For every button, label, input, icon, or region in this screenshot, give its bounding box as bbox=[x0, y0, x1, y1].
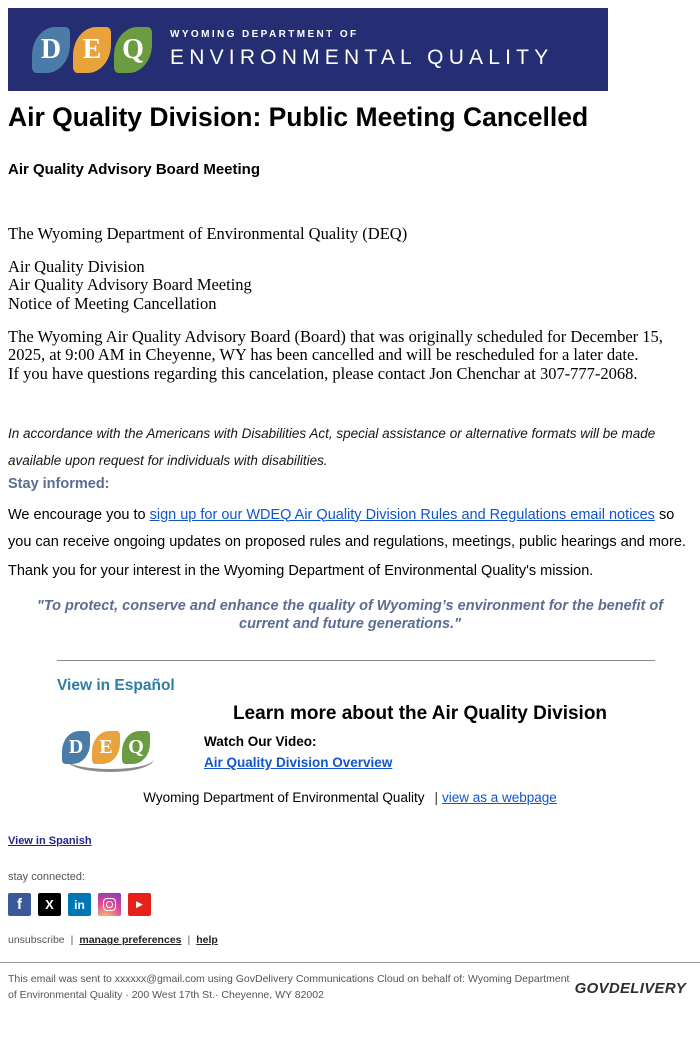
cancellation-notice bbox=[8, 328, 666, 384]
view-as-webpage-link[interactable]: view as a webpage bbox=[441, 790, 557, 806]
email-page bbox=[0, 8, 700, 1004]
mission-quote: "To protect, conserve and enhance the quality of Wyoming’s environment for the benefit of current and future generations." bbox=[36, 597, 664, 633]
signup-text-pre: We encourage you to bbox=[8, 506, 150, 523]
section-divider bbox=[57, 660, 655, 661]
video-text-block bbox=[204, 734, 392, 770]
watch-our-video-label: Watch Our Video: bbox=[204, 733, 317, 749]
ada-accessibility-notice: In accordance with the Americans with Disabilities Act, special assistance or alternative formats will be made available upon request for individuals with disabilities. bbox=[8, 425, 656, 468]
org-line-separator: | bbox=[434, 790, 438, 806]
department-line2: ENVIRONMENTAL QUALITY bbox=[170, 46, 554, 69]
intro-line: The Wyoming Department of Environmental Quality (DEQ) bbox=[8, 223, 408, 243]
deq-small-leaf-e: E bbox=[92, 731, 120, 764]
instagram-icon[interactable] bbox=[98, 893, 121, 916]
meeting-subtitle: Air Quality Advisory Board Meeting bbox=[8, 160, 260, 178]
info-line-board-meeting: Air Quality Advisory Board Meeting bbox=[8, 275, 252, 295]
info-line-division: Air Quality Division bbox=[8, 256, 145, 276]
signup-paragraph bbox=[8, 502, 698, 557]
view-in-spanish-link[interactable]: View in Spanish bbox=[8, 835, 92, 848]
signup-link[interactable]: sign up for our WDEQ Air Quality Division Rules and Regulations email notices bbox=[149, 506, 655, 523]
learn-more-heading: Learn more about the Air Quality Division bbox=[232, 703, 608, 725]
govdelivery-logo: GOVDELIVERY bbox=[574, 979, 686, 997]
linkedin-icon[interactable] bbox=[68, 893, 91, 916]
notice-body bbox=[8, 224, 700, 384]
video-overview-link[interactable]: Air Quality Division Overview bbox=[204, 754, 393, 770]
info-line-cancellation: Notice of Meeting Cancellation bbox=[8, 293, 217, 313]
cancellation-notice-text: The Wyoming Air Quality Advisory Board (Board) that was originally scheduled for December 15, 2025, at 9:00 AM in Cheyenne, WY has been cancelled and will be rescheduled for a later date. bbox=[8, 326, 663, 365]
govdelivery-footer bbox=[0, 962, 700, 1004]
org-webpage-line bbox=[0, 790, 700, 805]
deq-logo-leaf-e: E bbox=[73, 27, 111, 73]
deq-header-banner bbox=[8, 8, 608, 91]
stay-informed-heading: Stay informed: bbox=[8, 475, 110, 492]
links-separator-2: | bbox=[187, 934, 191, 947]
unsubscribe-link[interactable]: unsubscribe bbox=[8, 934, 65, 947]
youtube-icon[interactable] bbox=[128, 893, 151, 916]
x-twitter-icon[interactable] bbox=[38, 893, 61, 916]
cancellation-contact-text: If you have questions regarding this cancelation, please contact Jon Chenchar at 307-777-2068. bbox=[8, 363, 638, 383]
manage-preferences-link[interactable]: manage preferences bbox=[79, 934, 182, 947]
video-row bbox=[62, 731, 700, 772]
fine-print-text: This email was sent to xxxxxx@gmail.com using GovDelivery Communications Cloud on behalf of: Wyoming Department of Environmental Quality · 200 West 17th St.· Cheyenne, WY 82002 bbox=[8, 973, 570, 1002]
org-name-text: Wyoming Department of Environmental Quality bbox=[143, 790, 425, 806]
deq-logo-leaf-q: Q bbox=[114, 27, 152, 73]
department-line1: WYOMING DEPARTMENT OF bbox=[170, 29, 359, 40]
stay-connected-label: stay connected: bbox=[8, 871, 86, 884]
youtube-play-glyph: ▶ bbox=[136, 899, 143, 910]
help-link[interactable]: help bbox=[196, 934, 218, 947]
instagram-camera-glyph bbox=[103, 898, 116, 911]
facebook-glyph: f bbox=[17, 896, 22, 914]
deq-logo-small bbox=[62, 731, 162, 772]
social-icons-row bbox=[8, 893, 700, 916]
linkedin-glyph: in bbox=[74, 897, 85, 912]
links-separator: | bbox=[70, 934, 74, 947]
deq-small-leaf-q: Q bbox=[122, 731, 150, 764]
deq-logo-leaf-d: D bbox=[32, 27, 70, 73]
department-wordmark bbox=[170, 29, 553, 70]
x-twitter-glyph: X bbox=[45, 897, 54, 913]
deq-logo bbox=[32, 27, 152, 73]
subscription-links-row bbox=[8, 934, 700, 946]
meeting-info-lines bbox=[8, 258, 700, 314]
page-title: Air Quality Division: Public Meeting Cancelled bbox=[8, 102, 589, 132]
signup-text-post: so you can receive ongoing updates on proposed rules and regulations, meetings, public hearings and more. bbox=[8, 506, 686, 551]
view-in-espanol-link[interactable]: View in Español bbox=[57, 677, 175, 695]
deq-small-leaf-d: D bbox=[62, 731, 90, 764]
facebook-icon[interactable] bbox=[8, 893, 31, 916]
thank-you-line: Thank you for your interest in the Wyoming Department of Environmental Quality's mission. bbox=[8, 562, 594, 579]
